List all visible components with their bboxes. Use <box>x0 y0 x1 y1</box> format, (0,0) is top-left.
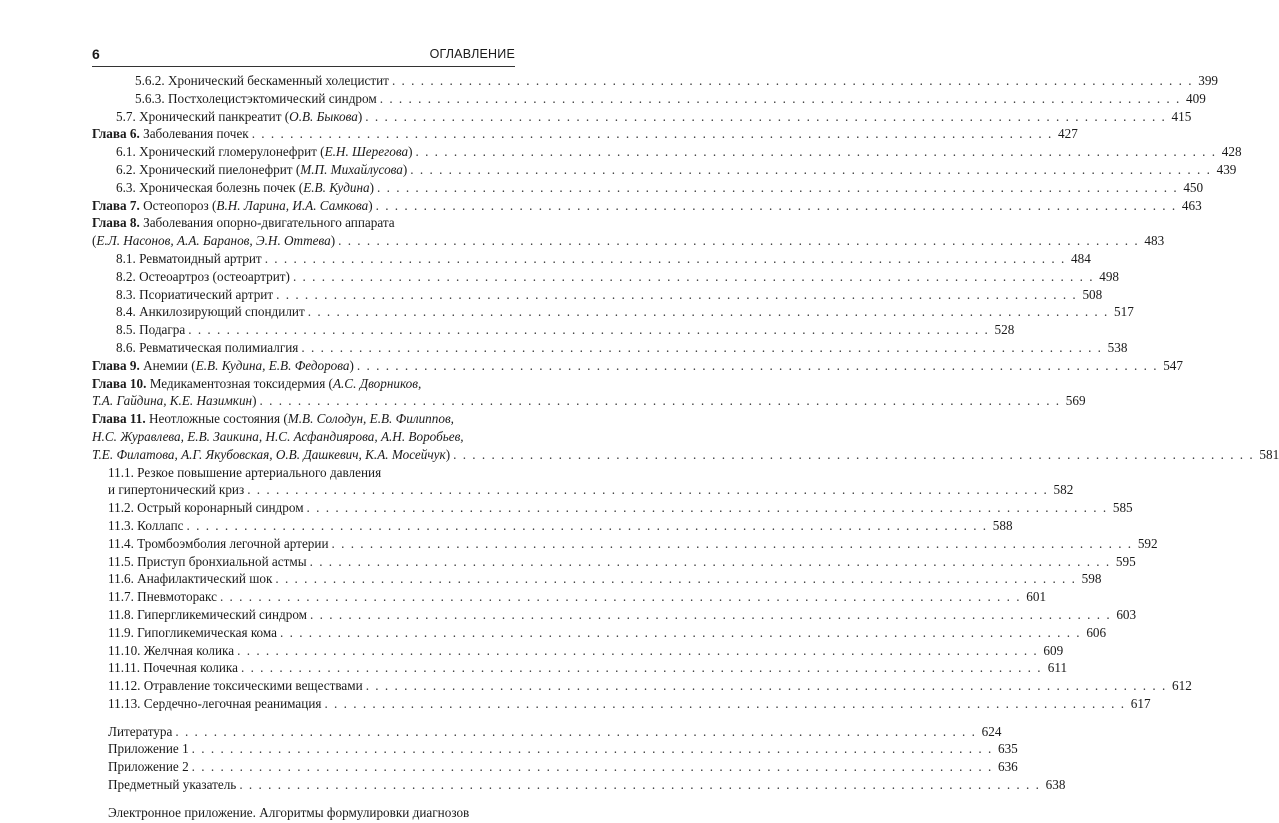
toc-entry[interactable] <box>92 535 1158 554</box>
dot-leader <box>453 447 1254 463</box>
toc-page-number: 612 <box>1172 678 1192 694</box>
toc-entry-title: 11.2. Острый коронарный синдром <box>108 500 304 516</box>
toc-entry[interactable] <box>92 517 1013 536</box>
toc-page-number: 483 <box>1144 233 1165 249</box>
toc-entry[interactable] <box>92 678 1192 696</box>
dot-leader <box>192 759 993 775</box>
toc-entry[interactable] <box>92 642 1064 661</box>
toc-page-number: 598 <box>1081 571 1102 587</box>
toc-entry[interactable] <box>92 161 1237 180</box>
toc-page-number: 547 <box>1163 357 1183 373</box>
toc-page-number: 592 <box>1137 535 1158 551</box>
toc-entry[interactable] <box>92 606 1137 625</box>
dot-leader <box>192 741 993 757</box>
toc-page-number: 585 <box>1112 500 1133 516</box>
toc-entry-title: 11.3. Коллапс <box>108 517 184 533</box>
toc-entry-title: 11.11. Почечная колика <box>108 660 238 676</box>
toc-entry[interactable] <box>92 215 515 233</box>
toc-entry[interactable] <box>92 197 1202 216</box>
toc-entry[interactable] <box>92 624 1107 643</box>
toc-page-number: 635 <box>997 741 1018 757</box>
toc-page-number: 409 <box>1186 90 1206 106</box>
toc-page-number: 611 <box>1047 660 1068 676</box>
toc-entry-title: 8.1. Ревматоидный артрит <box>116 250 262 266</box>
toc-entry[interactable] <box>92 144 1242 162</box>
toc-entry[interactable] <box>92 411 515 429</box>
toc-page-number: 450 <box>1183 179 1204 195</box>
dot-leader <box>376 198 1177 214</box>
toc-entry[interactable] <box>92 482 1074 500</box>
toc-entry-title: Глава 6. Заболевания почек <box>92 126 249 142</box>
dot-leader <box>265 251 1066 267</box>
toc-entry-title: 8.3. Псориатический артрит <box>116 286 274 302</box>
dot-leader <box>366 678 1167 694</box>
toc-entry[interactable] <box>92 179 1204 198</box>
running-head: ОГЛАВЛЕНИЕ <box>429 47 515 61</box>
toc-spacer <box>92 714 515 724</box>
toc-entry-title: 11.12. Отравление токсическими веществами <box>108 678 363 694</box>
toc-entry[interactable] <box>92 723 1002 742</box>
toc-entry-title: Глава 7. Остеопороз (В.Н. Ларина, И.А. Самкова) <box>92 197 373 213</box>
dot-leader <box>187 518 988 534</box>
dot-leader <box>301 340 1102 356</box>
toc-entry[interactable] <box>92 759 1018 777</box>
toc-entry[interactable] <box>92 233 1165 251</box>
toc-page-number: 569 <box>1065 393 1086 409</box>
toc-entry[interactable] <box>92 376 515 394</box>
toc-entry[interactable] <box>92 126 1078 144</box>
dot-leader <box>380 91 1181 107</box>
toc-entry[interactable] <box>92 339 1128 358</box>
dot-leader <box>188 322 989 338</box>
toc-entry-title: Т.А. Гайдина, К.Е. Назимкин) <box>92 393 257 409</box>
page-header <box>92 44 515 67</box>
toc-entry[interactable] <box>92 465 515 483</box>
toc-page-number: 603 <box>1116 606 1137 622</box>
toc-entry-title: Глава 10. Медикаментозная токсидермия (А.С. Дворников, <box>92 375 422 391</box>
toc-entry-title: 8.4. Анкилозирующий спондилит <box>116 304 305 320</box>
toc-page-number: 609 <box>1043 642 1064 658</box>
dot-leader <box>324 696 1125 712</box>
toc-entry-title: 11.5. Приступ бронхиальной астмы <box>108 553 307 569</box>
toc-page-number: 498 <box>1099 268 1120 284</box>
toc-entry[interactable] <box>92 250 1091 269</box>
dot-leader <box>377 180 1178 196</box>
dot-leader <box>239 777 1040 793</box>
dot-leader <box>252 126 1053 142</box>
toc-page-number: 439 <box>1216 161 1237 177</box>
toc-entry[interactable] <box>92 322 1015 340</box>
toc-entry[interactable] <box>92 286 1103 305</box>
toc-page-number: 415 <box>1171 108 1192 124</box>
dot-leader <box>241 660 1042 676</box>
dot-leader <box>220 589 1021 605</box>
toc-page-number: 601 <box>1026 589 1047 605</box>
toc-entry-title: 11.8. Гипергликемический синдром <box>108 606 308 622</box>
toc-entry[interactable] <box>92 73 1219 91</box>
toc-page-number: 636 <box>997 759 1018 775</box>
toc-page-number: 428 <box>1221 144 1242 160</box>
toc-entry-title: 6.1. Хронический гломерулонефрит (Е.Н. Шерегова) <box>116 144 413 160</box>
toc-entry-title: 6.3. Хроническая болезнь почек (Е.В. Кудина) <box>116 179 375 195</box>
toc-entry-title: Приложение 2 <box>108 759 189 775</box>
toc-page-number: 638 <box>1045 777 1066 793</box>
toc-entry-title: Предметный указатель <box>108 777 237 793</box>
toc-page-number: 617 <box>1130 695 1151 711</box>
toc-entry[interactable] <box>92 553 1136 572</box>
toc-entry-title: 11.13. Сердечно-легочная реанимация <box>108 695 322 711</box>
toc-page-number: 508 <box>1082 286 1103 302</box>
toc-entry-title: 8.5. Подагра <box>116 322 186 338</box>
dot-leader <box>310 554 1111 570</box>
dot-leader <box>332 536 1133 552</box>
toc-entry-title: Глава 9. Анемии (Е.В. Кудина, Е.В. Федорова) <box>92 357 354 373</box>
toc-entry[interactable] <box>92 741 1018 759</box>
toc-entry[interactable] <box>92 500 1133 518</box>
toc-entry-title: 6.2. Хронический пиелонефрит (М.П. Михайлусова) <box>116 161 408 177</box>
dot-leader <box>237 643 1038 659</box>
toc-entry-title: 11.10. Желчная колика <box>108 642 235 658</box>
dot-leader <box>308 304 1109 320</box>
toc-page-number: 595 <box>1115 553 1136 569</box>
toc-entry[interactable] <box>92 446 1279 465</box>
toc-entry-title: 11.1. Резкое повышение артериального давления <box>108 464 382 480</box>
toc-page-number: 606 <box>1086 624 1107 640</box>
dot-leader <box>307 500 1108 516</box>
dot-leader <box>276 287 1077 303</box>
toc-page-number: 582 <box>1053 482 1074 498</box>
dot-leader <box>410 162 1211 178</box>
toc-entry-title: (Е.Л. Насонов, А.А. Баранов, Э.Н. Оттева) <box>92 233 336 249</box>
dot-leader <box>415 144 1216 160</box>
electronic-appendix-note: Электронное приложение. Алгоритмы формулировки диагнозов <box>108 804 470 820</box>
dot-leader <box>293 269 1094 285</box>
toc-entry-title: 11.7. Пневмоторакс <box>108 589 217 605</box>
page-number: 6 <box>92 46 100 62</box>
table-of-contents <box>92 73 1279 823</box>
toc-entry-title: Глава 8. Заболевания опорно-двигательного аппарата <box>92 215 395 231</box>
dot-leader <box>175 724 976 740</box>
toc-entry[interactable] <box>92 90 1206 109</box>
toc-page-number: 463 <box>1181 197 1202 213</box>
dot-leader <box>275 571 1076 587</box>
toc-entry[interactable] <box>92 108 1192 127</box>
dot-leader <box>280 625 1081 641</box>
toc-entry-title: 11.4. Тромбоэмболия легочной артерии <box>108 535 329 551</box>
toc-entry-title: 5.7. Хронический панкреатит (О.В. Быкова) <box>116 108 363 124</box>
toc-entry[interactable] <box>92 357 1183 376</box>
toc-page-number: 528 <box>994 322 1015 338</box>
toc-entry[interactable] <box>92 777 1066 795</box>
dot-leader <box>365 109 1166 125</box>
dot-leader <box>310 607 1111 623</box>
toc-entry[interactable] <box>92 695 1151 714</box>
toc-entry-title: 11.6. Анафилактический шок <box>108 571 273 587</box>
toc-entry-title: 5.6.2. Хронический бескаменный холецистит <box>135 73 389 88</box>
dot-leader <box>338 233 1139 249</box>
dot-leader <box>357 358 1158 374</box>
toc-spacer <box>92 795 515 805</box>
toc-page-number: 399 <box>1198 73 1219 88</box>
toc-entry-title: Т.Е. Филатова, А.Г. Якубовская, О.В. Дашкевич, К.А. Мосейчук) <box>92 446 451 462</box>
toc-page-number: 427 <box>1058 126 1078 142</box>
toc-page-number: 581 <box>1259 446 1279 462</box>
toc-entry[interactable] <box>92 393 1086 411</box>
toc-entry-title: Н.С. Журавлева, Е.В. Заикина, Н.С. Асфандиярова, А.Н. Воробьев, <box>92 428 464 444</box>
toc-page-number: 484 <box>1071 250 1091 266</box>
toc-page-number: 624 <box>981 723 1002 739</box>
toc-page-number: 538 <box>1107 339 1128 355</box>
toc-entry-title: Литература <box>108 723 173 739</box>
toc-page-number: 588 <box>992 517 1013 533</box>
toc-entry[interactable] <box>92 589 1047 607</box>
toc-entry-title: Глава 11. Неотложные состояния (М.В. Солодун, Е.В. Филиппов, <box>92 411 454 427</box>
dot-leader <box>247 482 1048 498</box>
toc-entry-title: 11.9. Гипогликемическая кома <box>108 624 278 640</box>
dot-leader <box>260 393 1061 409</box>
dot-leader <box>392 73 1193 89</box>
toc-entry-title: 8.6. Ревматическая полимиалгия <box>116 339 299 355</box>
toc-entry[interactable] <box>92 660 1068 678</box>
toc-entry-title: 8.2. Остеоартроз (остеоартрит) <box>116 268 290 284</box>
toc-entry[interactable] <box>92 268 1120 287</box>
toc-page-number: 517 <box>1114 304 1134 320</box>
toc-entry[interactable] <box>92 304 1134 322</box>
toc-entry-title: Приложение 1 <box>108 741 189 757</box>
toc-entry-title: 5.6.3. Постхолецистэктомический синдром <box>135 90 377 106</box>
toc-entry[interactable] <box>92 429 515 447</box>
toc-entry-title: и гипертонический криз <box>108 482 245 498</box>
toc-entry[interactable] <box>92 571 1102 589</box>
